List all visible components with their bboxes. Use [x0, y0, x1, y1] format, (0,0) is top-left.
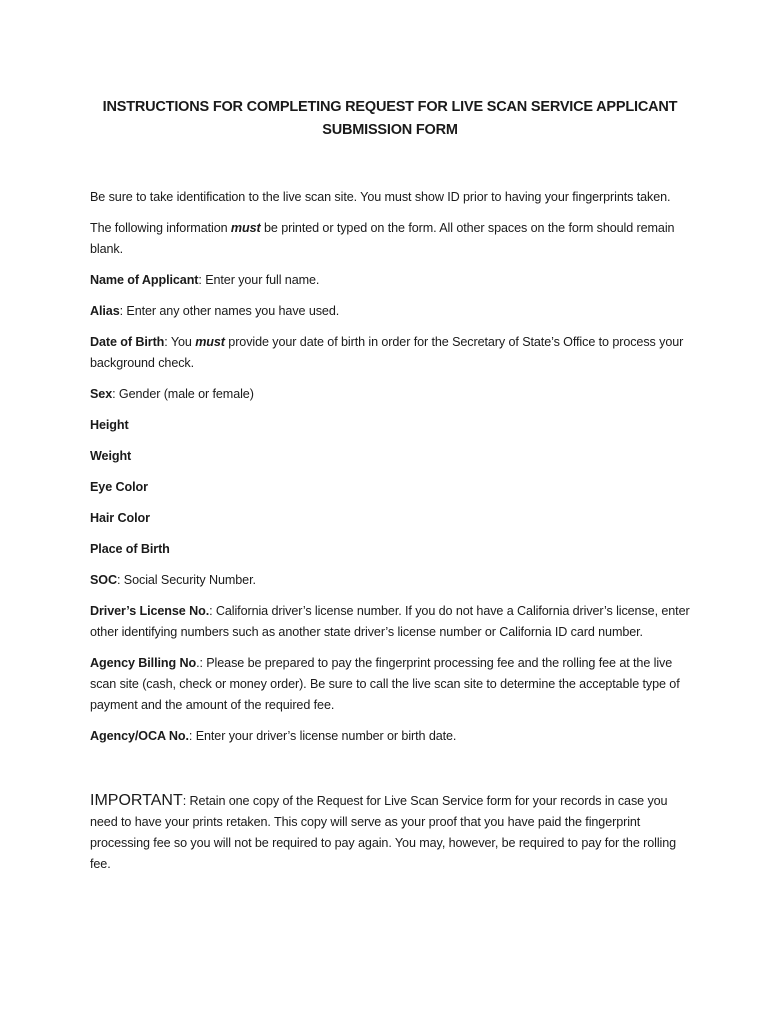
field-label: Weight — [90, 449, 132, 463]
title-line-2: SUBMISSION FORM — [322, 122, 458, 138]
important-notice — [90, 790, 690, 875]
required-info-emphasis: must — [230, 221, 261, 235]
field-description: : Enter your full name. — [198, 273, 320, 287]
field-height — [90, 415, 690, 436]
important-text: : Retain one copy of the Request for Live Scan Service form for your records in case you need to have your prints retaken. This copy will serve as your proof that you have paid the fingerprint processing fee so you will not be required to pay again. You may, however, be required to pay for the rolling fee. — [90, 794, 677, 871]
document-title — [90, 96, 690, 142]
title-line-1: INSTRUCTIONS FOR COMPLETING REQUEST FOR LIVE SCAN SERVICE APPLICANT — [102, 99, 678, 115]
field-date-of-birth — [90, 332, 690, 374]
field-description: : Gender (male or female) — [112, 387, 254, 401]
field-soc — [90, 570, 690, 591]
field-label: Height — [90, 418, 129, 432]
field-label: Hair Color — [90, 511, 150, 525]
field-description-after: provide your date of birth in order for the Secretary of State’s Office to process your background check. — [90, 335, 684, 370]
field-sex — [90, 384, 690, 405]
field-place-of-birth — [90, 539, 690, 560]
field-emphasis: must — [195, 335, 225, 349]
required-info-after: be printed or typed on the form. All other spaces on the form should remain blank. — [90, 221, 675, 256]
field-drivers-license — [90, 601, 690, 643]
field-description: : Enter any other names you have used. — [119, 304, 340, 318]
field-label: Sex — [90, 387, 113, 401]
required-info-before: The following information — [90, 221, 231, 235]
field-name-of-applicant — [90, 270, 690, 291]
field-description: .: Please be prepared to pay the fingerprint processing fee and the rolling fee at the live scan site (cash, check or money order). Be sure to call the live scan site to determine the acceptable type of payment and the amount of the required fee. — [90, 656, 680, 712]
field-alias — [90, 301, 690, 322]
field-agency-oca — [90, 726, 690, 747]
document-page — [90, 96, 690, 885]
field-description-before: : You — [164, 335, 196, 349]
field-label: Agency/OCA No. — [90, 729, 189, 743]
field-label: Name of Applicant — [90, 273, 199, 287]
field-eye-color — [90, 477, 690, 498]
field-label: SOC — [90, 573, 117, 587]
field-description: : California driver’s license number. If you do not have a California driver’s license, enter other identifying numbers such as another state driver’s license number or California ID card number. — [90, 604, 690, 639]
field-label: Date of Birth — [90, 335, 165, 349]
field-weight — [90, 446, 690, 467]
field-label: Eye Color — [90, 480, 148, 494]
field-label: Agency Billing No — [90, 656, 197, 670]
field-label: Place of Birth — [90, 542, 170, 556]
field-label: Alias — [90, 304, 120, 318]
field-description: : Social Security Number. — [117, 573, 256, 587]
field-hair-color — [90, 508, 690, 529]
intro-paragraph: Be sure to take identification to the live scan site. You must show ID prior to having your fingerprints taken. — [90, 190, 671, 204]
required-info-paragraph — [90, 218, 690, 260]
field-label: Driver’s License No. — [90, 604, 210, 618]
field-description: : Enter your driver’s license number or birth date. — [188, 729, 457, 743]
important-label: IMPORTANT — [90, 792, 183, 809]
field-agency-billing — [90, 653, 690, 716]
